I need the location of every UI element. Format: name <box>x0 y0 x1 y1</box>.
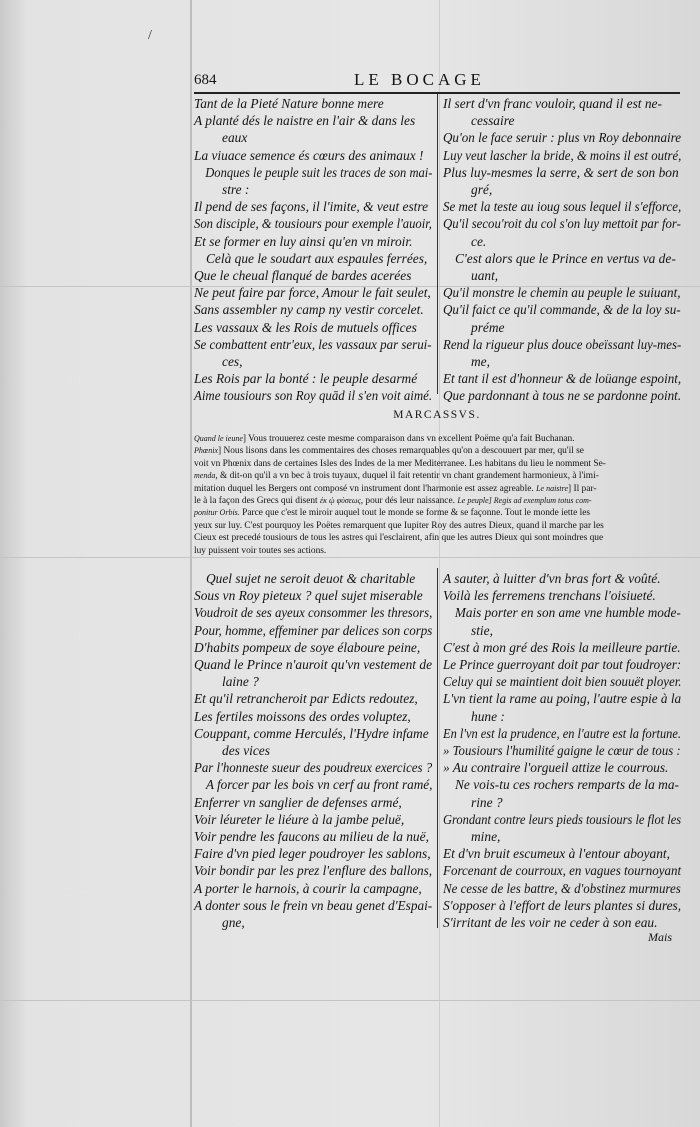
note-line <box>194 507 680 519</box>
fold-line-left <box>190 0 192 1127</box>
verse-line: des vices <box>222 743 270 759</box>
verse-line: Qu'il monstre le chemin au peuple le suiuant, <box>443 285 681 301</box>
verse-column-bottom-right <box>443 570 681 931</box>
verse-line: S'irritant de les voir ne ceder à son eau. <box>443 915 658 931</box>
verse-line: D'habits pompeux de soye élaboure peine, <box>194 639 421 655</box>
verse-line: Pour, homme, effeminer par delices son corps <box>194 622 433 638</box>
verse-line: Donques le peuple suit les traces de son mai- <box>205 164 433 180</box>
verse-line: Sous vn Roy pieteux ? quel sujet miserable <box>194 588 423 604</box>
crease-line <box>0 557 700 558</box>
verse-line: A donter sous le frein vn beau genet d'Espai- <box>194 897 433 913</box>
verse-line: C'est à mon gré des Rois la meilleure partie. <box>443 639 681 655</box>
verse-line: Par l'honneste sueur des poudreux exercices ? <box>194 760 433 776</box>
verse-line: Ne vois-tu ces rochers remparts de la ma- <box>455 777 680 793</box>
commentary-notes <box>194 433 680 557</box>
verse-line: Se met la teste au ioug sous lequel il s'efforce, <box>443 199 682 215</box>
verse-line: Forcenant de courroux, en vagues tournoyant <box>443 863 682 879</box>
verse-line: Que le cheual flanqué de bardes acerées <box>194 268 412 284</box>
column-divider <box>437 94 438 394</box>
verse-line: Et se former en luy ainsi qu'en vn miroir. <box>194 233 413 249</box>
verse-line: ce. <box>471 233 487 249</box>
verse-line: Qu'il faict ce qu'il commande, & de la loy su- <box>443 302 681 318</box>
verse-line: En l'vn est la prudence, en l'autre est la fortune. <box>443 725 681 741</box>
verse-line: laine ? <box>222 674 259 690</box>
note-lemma: Le peuple <box>457 496 489 506</box>
verse-line: cessaire <box>471 113 515 129</box>
verse-line: C'est alors que le Prince en vertus va de- <box>455 250 676 266</box>
verse-line: S'opposer à l'effort de leurs plantes si dures, <box>443 897 682 913</box>
verse-line: » Au contraire l'orgueil attize le courrous. <box>443 760 669 776</box>
verse-line: A forcer par les bois vn cerf au front ramé, <box>205 777 433 793</box>
note-line <box>194 433 680 445</box>
verse-line: uant, <box>471 268 499 284</box>
page-number: 684 <box>194 72 217 88</box>
verse-line: Voir léureter le liéure à la jambe peluë, <box>194 811 405 827</box>
verse-line: Ne peut faire par force, Amour le fait seulet, <box>194 285 431 301</box>
note-text: le à la façon des Grecs qui disent <box>194 496 318 507</box>
verse-line: Les vassaux & les Rois de mutuels offices <box>194 319 417 335</box>
verse-line: L'vn tient la rame au poing, l'autre espie à la <box>443 691 682 707</box>
verse-line: ces, <box>222 354 243 370</box>
verse-line: Les Rois par la bonté : le peuple desarmé <box>194 371 418 387</box>
verse-line: Sans assembler ny camp ny vestir corcelet. <box>194 302 424 318</box>
verse-line: mine, <box>471 829 501 845</box>
note-text: ] Il par- <box>568 483 597 494</box>
verse-line: Se combattent entr'eux, les vassaux par serui- <box>194 336 432 352</box>
verse-line: Il sert d'vn franc vouloir, quand il est ne- <box>443 96 662 111</box>
verse-line: Quel sujet ne seroit deuot & charitable <box>206 571 416 586</box>
verse-line: Voilà les ferremens trenchans l'oisiueté. <box>443 588 656 604</box>
fold-line-center <box>439 0 440 1127</box>
verse-line: rine ? <box>471 794 503 810</box>
verse-line: Les fertiles moissons des ordes voluptez, <box>194 708 411 724</box>
verse-line: A sauter, à luitter d'vn bras fort & voûté. <box>443 571 661 586</box>
note-text: ] Nous lisons dans les commentaires des choses remarquables qu'on a descouuert par mer, qu'il se <box>218 446 584 457</box>
verse-line: Voir pendre les faucons au milieu de la nuë, <box>194 829 429 845</box>
page-header <box>194 70 680 94</box>
verse-line: hune : <box>471 708 505 724</box>
note-line <box>194 445 680 457</box>
verse-line: gne, <box>222 915 245 931</box>
catchword: Mais <box>648 930 672 944</box>
verse-line: Aime tousiours son Roy quād il s'en voit aimé. <box>194 388 433 404</box>
verse-line: » Tousiours l'humilité gaigne le cœur de tous : <box>443 743 681 759</box>
verse-line: Et d'vn bruit escumeux à l'entour aboyant, <box>443 846 670 862</box>
note-text: , pour dés leur naissance. <box>360 496 455 507</box>
verse-line: Celà que le soudart aux espaules ferrées, <box>206 250 428 266</box>
column-divider <box>437 568 438 928</box>
note-latin: ] Regis ad exemplum totus com- <box>488 496 592 506</box>
verse-column-bottom-left <box>194 570 432 931</box>
verse-line: Mais porter en son ame vne humble mode- <box>454 605 681 621</box>
note-text: ] Vous trouuerez ceste mesme comparaison dans vn excellent Poëme qu'a fait Buchanan. <box>242 434 575 444</box>
note-line <box>194 470 680 482</box>
verse-column-top-left <box>194 95 432 405</box>
note-line <box>194 532 680 544</box>
note-lemma: Quand le ieune <box>194 434 243 443</box>
verse-line: Voudroit de ses ayeux consommer les thresors, <box>194 605 433 621</box>
verse-column-top-right <box>443 95 681 405</box>
note-lemma: Phœnix <box>194 446 218 456</box>
verse-line: eaux <box>222 130 248 146</box>
note-lemma: Le naistre <box>536 483 568 493</box>
verse-line: Enferrer vn sanglier de defenses armé, <box>194 794 402 810</box>
verse-line: Voir bondir par les prez l'enflure des ballons, <box>194 863 433 879</box>
verse-line: Son disciple, & tousiours pour exemple l'auoir, <box>194 216 432 232</box>
note-term: menda <box>194 471 216 481</box>
note-line <box>194 483 680 495</box>
verse-line: Qu'il secou'roit du col s'on luy mettoit par for- <box>443 216 681 232</box>
note-text: , & dit-on qu'il a vn bec à trois tuyaux, duquel il fait retentir vn chant grandement harmonieux, à l'imi- <box>215 471 599 482</box>
running-head: LE BOCAGE <box>354 70 485 89</box>
crease-line <box>0 1000 700 1001</box>
verse-line: Faire d'vn pied leger poudroyer les sablons, <box>194 846 431 862</box>
note-text: Cieux est precedé tousiours de tous les astres qui l'esclairent, afin que les autres Dieux qui sont moindres que <box>194 533 604 544</box>
note-text: luy puissent voir toutes ses actions. <box>194 545 327 556</box>
verse-line: gré, <box>471 182 493 198</box>
verse-line: Couppant, comme Herculés, l'Hydre infame <box>194 725 429 741</box>
note-text: Parce que c'est le miroir auquel tout le monde se forme & se façonne. Tout le monde iette les <box>242 508 591 519</box>
note-line <box>194 545 680 557</box>
verse-line: Et qu'il retrancheroit par Edicts redoutez, <box>194 691 418 707</box>
verse-line: La viuace semence és cœurs des animaux ! <box>194 147 424 163</box>
verse-line: Rend la rigueur plus douce obeïssant luy-mes- <box>443 336 682 352</box>
verse-line: A planté dés le naistre en l'air & dans les <box>194 113 416 129</box>
verse-line: Tant de la Pieté Nature bonne mere <box>194 96 384 111</box>
note-line <box>194 495 680 507</box>
section-title: MARCASSVS. <box>393 409 481 421</box>
verse-line: stie, <box>471 622 493 638</box>
note-line <box>194 458 680 470</box>
note-latin: ponitur Orbis. <box>194 508 240 518</box>
verse-line: Luy veut lascher la bride, & moins il est outré, <box>443 147 682 163</box>
ink-mark: / <box>148 28 152 43</box>
verse-line: Il pend de ses façons, il l'imite, & veut estre <box>194 199 429 215</box>
verse-line: Grondant contre leurs pieds tousiours le flot les <box>443 811 682 827</box>
verse-line: Ne cesse de les battre, & d'obstinez murmures <box>443 880 681 896</box>
note-greek: ἐκ ᾠ φύσεως <box>320 496 361 506</box>
note-text: mitation duquel les Bergers ont composé vn instrument dont l'harmonie est assez agreable. <box>194 483 534 494</box>
verse-line: stre : <box>222 182 250 198</box>
verse-line: Quand le Prince n'auroit qu'vn vestement de <box>194 657 433 673</box>
verse-line: Plus luy-mesmes la serre, & sert de son bon <box>443 164 679 180</box>
note-line <box>194 520 680 532</box>
verse-line: A porter le harnois, à courir la campagne, <box>194 880 422 896</box>
verse-line: Le Prince guerroyant doit par tout foudroyer: <box>443 657 682 673</box>
verse-line: Et tant il est d'honneur & de loüange espoint, <box>443 371 682 387</box>
verse-line: préme <box>471 319 505 335</box>
verse-line: Que pardonnant à tous ne se pardonne point. <box>443 388 682 404</box>
verse-line: Celuy qui se maintient doit bien souuët ployer. <box>443 674 682 690</box>
note-text: yeux sur luy. C'est pourquoy les Poëtes remarquent que Iupiter Roy des autres Dieux, quand il marche par les <box>194 520 604 531</box>
verse-line: Qu'on le face seruir : plus vn Roy debonnaire <box>443 130 681 146</box>
verse-line: me, <box>471 354 490 370</box>
note-text: voit vn Phœnix dans de certaines Isles des Indes de la mer Mediterranee. Les habitans du lieu le nomment Se- <box>194 458 606 469</box>
